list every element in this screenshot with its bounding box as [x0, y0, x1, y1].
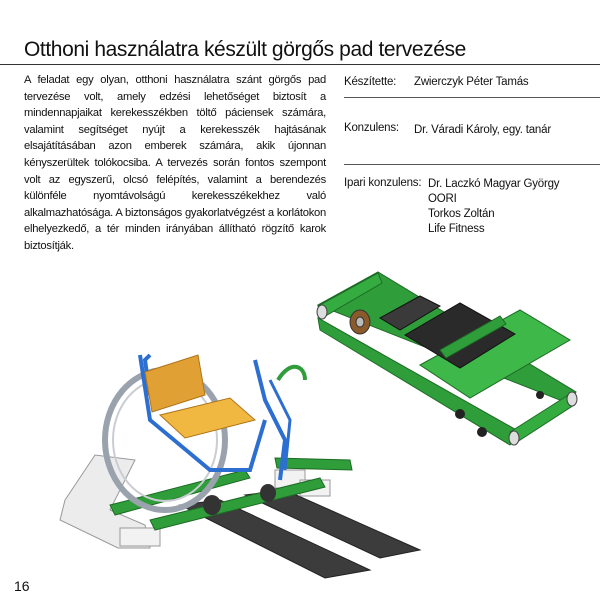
- body-paragraph: A feladat egy olyan, otthoni használatra szánt görgős pad tervezése volt, amely edzési lehetőséget biztosít a mindennapjaikat kerekesszékben töltő páciensek számára, valamint segítséget nyújt a kerekesszék hajtásának elsajátításában azon emberek számára, akik újonnan kényszerültek tolókocsiba. A tervezés során fontos szempont volt az egyszerű, olcsó felépítés, valamint a berendezés különféle nyomtávolságú kerekesszékekhez való alkalmazhatósága. A biztonságos gyakorlatvégzést a korlátokon elhelyezkedő, a tér minden irányában állítható rögzítő karok biztosítják.: [24, 74, 326, 252]
- consultant-value: Dr. Váradi Károly, egy. tanár: [414, 124, 551, 136]
- industry-consultant-4: Life Fitness: [428, 223, 485, 235]
- page-title: Otthoni használatra készült görgős pad tervezése: [24, 38, 466, 61]
- author-value: Zwierczyk Péter Tamás: [414, 76, 529, 88]
- page-number: 16: [14, 578, 30, 594]
- industry-consultant-1: Dr. Laczkó Magyar György: [428, 178, 560, 190]
- wheelchair-bench-illustration: [60, 355, 420, 578]
- industry-label: Ipari konzulens:: [344, 177, 422, 189]
- consultant-label: Konzulens:: [344, 122, 399, 134]
- author-label: Készítette:: [344, 76, 397, 88]
- industry-consultant-3: Torkos Zoltán: [428, 208, 495, 220]
- roller-bench-illustration: [317, 272, 577, 445]
- industry-consultant-2: OORI: [428, 193, 457, 205]
